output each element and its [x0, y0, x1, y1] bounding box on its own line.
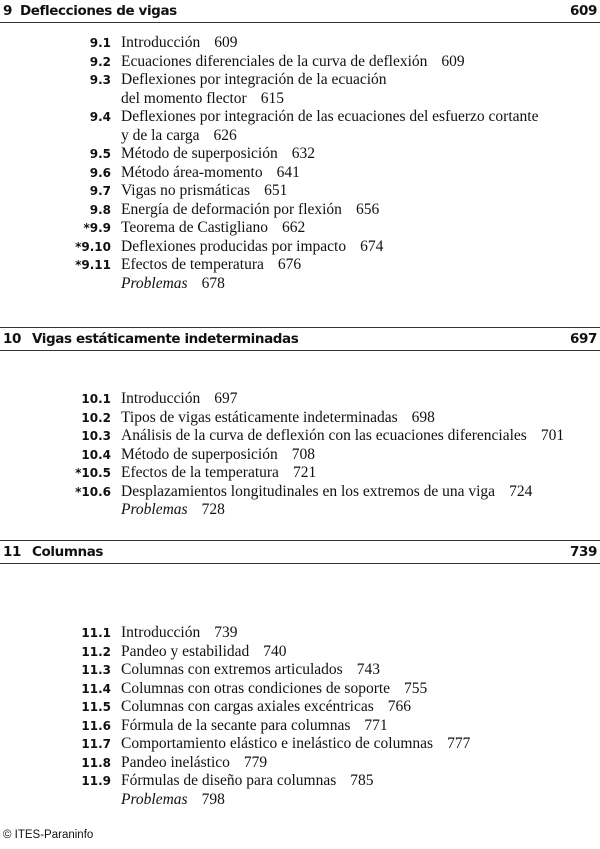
- section-number: 11.6: [81, 718, 111, 733]
- section-number: 10.3: [81, 429, 111, 443]
- section-number: 11.8: [81, 755, 111, 770]
- chapter-page: 697: [570, 331, 597, 347]
- section-title-text: Desplazamientos longitudinales en los extremos de una viga: [121, 482, 496, 500]
- toc-entry: [0, 446, 600, 465]
- section-title: [121, 145, 315, 163]
- section-page: 632: [291, 145, 315, 162]
- section-title: [121, 409, 435, 427]
- chapter-header: [0, 0, 600, 23]
- section-title: [121, 446, 315, 464]
- section-number: *10.5: [75, 466, 111, 480]
- section-page: 766: [387, 698, 412, 715]
- chapter-sections: [0, 624, 600, 809]
- toc-entry: [0, 464, 600, 483]
- section-number: 9.6: [89, 165, 111, 180]
- chapter-number: 10: [3, 331, 21, 347]
- section-title-text: del momento flector: [121, 89, 247, 107]
- chapter-sections: [0, 390, 600, 520]
- section-title: [121, 754, 267, 772]
- section-title-text: y de la carga: [121, 126, 200, 144]
- toc-entry: [0, 256, 600, 275]
- section-page: 743: [356, 661, 380, 678]
- toc-entry: [0, 145, 600, 164]
- toc-entry: [0, 201, 600, 220]
- section-title-text: Introducción: [121, 390, 201, 407]
- section-page: 641: [276, 163, 300, 181]
- section-title: [121, 164, 300, 182]
- toc-entry: [0, 661, 600, 680]
- toc-entry: [0, 71, 600, 90]
- toc-entry: [0, 698, 600, 717]
- chapter-number: 11: [3, 544, 21, 560]
- section-number: *9.11: [75, 258, 111, 272]
- section-title: [121, 427, 564, 445]
- toc-entry: [0, 390, 600, 409]
- section-page: 651: [264, 182, 288, 199]
- section-page: 721: [292, 464, 317, 481]
- section-page: 779: [243, 753, 268, 771]
- toc-entry: [0, 643, 600, 662]
- section-title: [121, 53, 465, 71]
- section-title-text: Columnas con otras condiciones de soporte: [121, 679, 391, 697]
- section-page: 698: [411, 408, 435, 426]
- section-title: [121, 201, 379, 219]
- section-page: 708: [291, 445, 315, 463]
- problems-title: [121, 275, 225, 293]
- section-number: 9.3: [89, 73, 111, 87]
- toc-entry: [0, 90, 600, 109]
- section-title: [121, 238, 383, 256]
- toc-entry: [0, 53, 600, 72]
- toc-entry: [0, 680, 600, 699]
- section-page: 777: [447, 735, 471, 752]
- section-number: 11.2: [81, 644, 111, 659]
- section-title-text: Vigas no prismáticas: [121, 182, 251, 199]
- problems-page: 798: [201, 790, 225, 808]
- section-page: 674: [360, 237, 384, 255]
- section-title-text: Pandeo y estabilidad: [121, 642, 250, 660]
- toc-entry: [0, 772, 600, 791]
- section-title: [121, 182, 287, 200]
- toc-entry: [0, 717, 600, 736]
- section-title-text: Fórmulas de diseño para columnas: [121, 772, 337, 789]
- section-number: 10.2: [81, 410, 111, 425]
- section-title-text: Comportamiento elástico e inelástico de columnas: [121, 735, 434, 752]
- section-number: 9.8: [89, 202, 111, 217]
- section-title: [121, 772, 373, 790]
- chapter-sections: [0, 34, 600, 293]
- problems-entry: [0, 791, 600, 810]
- section-title-text: Deflexiones por integración de la ecuación: [121, 71, 387, 88]
- section-title: [121, 127, 237, 145]
- problems-label: Problemas: [121, 501, 188, 518]
- problems-label: Problemas: [121, 790, 188, 808]
- section-page: 740: [263, 642, 287, 660]
- toc-entry: [0, 409, 600, 428]
- section-number: 9.4: [89, 110, 111, 124]
- section-title: [121, 717, 388, 735]
- section-title-text: Columnas con cargas axiales excéntricas: [121, 698, 374, 715]
- section-number: 10.1: [81, 392, 111, 406]
- section-page: 739: [214, 624, 238, 641]
- section-number: *9.9: [83, 221, 111, 235]
- section-page: 701: [540, 427, 565, 444]
- toc-entry: [0, 754, 600, 773]
- toc-entry: [0, 108, 600, 127]
- section-number: 9.7: [89, 184, 111, 198]
- section-title-text: Introducción: [121, 34, 201, 51]
- section-title: [121, 661, 380, 679]
- section-title-text: Tipos de vigas estáticamente indeterminadas: [121, 408, 398, 426]
- section-title-text: Columnas con extremos articulados: [121, 661, 343, 678]
- section-title: [121, 698, 411, 716]
- section-number: *10.6: [75, 484, 111, 499]
- toc-entry: [0, 238, 600, 257]
- chapter-title: Deflecciones de vigas: [20, 3, 177, 19]
- toc-entry: [0, 34, 600, 53]
- section-number: 9.5: [89, 147, 111, 161]
- toc-entry: [0, 735, 600, 754]
- toc-entry: [0, 483, 600, 502]
- section-number: 11.3: [81, 663, 111, 677]
- section-title-text: Método de superposición: [121, 145, 278, 162]
- section-title: [121, 390, 237, 408]
- section-title: [121, 90, 284, 108]
- section-page: 609: [441, 52, 465, 70]
- chapter-page: 739: [570, 544, 597, 560]
- toc-entry: [0, 219, 600, 238]
- section-title: [121, 71, 387, 89]
- section-number: 11.7: [81, 737, 111, 751]
- toc-entry: [0, 624, 600, 643]
- section-title-text: Efectos de temperatura: [121, 256, 264, 273]
- problems-label: Problemas: [121, 274, 188, 292]
- section-title-text: Deflexiones producidas por impacto: [121, 237, 347, 255]
- section-page: 609: [214, 34, 238, 51]
- chapter-title: Columnas: [32, 544, 104, 560]
- section-number: *9.10: [75, 239, 111, 254]
- chapter-page: 609: [570, 3, 597, 19]
- chapter-header: [0, 327, 600, 351]
- section-title: [121, 680, 427, 698]
- section-title: [121, 34, 237, 52]
- problems-title: [121, 501, 225, 519]
- section-title: [121, 256, 301, 274]
- section-title-text: Análisis de la curva de deflexión con las ecuaciones diferenciales: [121, 427, 527, 444]
- toc-entry: [0, 127, 600, 146]
- section-page: 771: [364, 716, 388, 734]
- problems-title: [121, 791, 225, 809]
- section-page: 724: [509, 482, 533, 500]
- section-title-text: Fórmula de la secante para columnas: [121, 716, 351, 734]
- section-title: [121, 464, 316, 482]
- section-number: 11.1: [81, 626, 111, 640]
- section-title: [121, 219, 305, 237]
- section-title-text: Método de superposición: [121, 445, 278, 463]
- section-title-text: Deflexiones por integración de las ecuaciones del esfuerzo cortante: [121, 108, 539, 125]
- problems-entry: [0, 275, 600, 294]
- section-title: [121, 483, 532, 501]
- section-title-text: Energía de deformación por flexión: [121, 200, 342, 218]
- section-title-text: Efectos de la temperatura: [121, 464, 279, 481]
- section-title: [121, 624, 237, 642]
- section-page: 615: [260, 89, 284, 107]
- section-page: 755: [404, 679, 428, 697]
- copyright-footer: © ITES-Paraninfo: [3, 829, 94, 841]
- section-number: 9.1: [89, 36, 111, 50]
- section-number: 10.4: [81, 447, 111, 462]
- toc-entry: [0, 427, 600, 446]
- problems-page: 728: [201, 501, 225, 518]
- section-page: 785: [350, 772, 374, 789]
- chapter-header: [0, 540, 600, 564]
- section-page: 697: [214, 390, 238, 407]
- section-title-text: Teorema de Castigliano: [121, 219, 268, 236]
- section-page: 662: [281, 219, 306, 236]
- problems-page: 678: [201, 274, 225, 292]
- section-number: 11.4: [81, 681, 111, 696]
- section-page: 656: [355, 200, 380, 218]
- section-title-text: Introducción: [121, 624, 201, 641]
- section-number: 9.2: [89, 54, 111, 69]
- toc-entry: [0, 182, 600, 201]
- section-title-text: Ecuaciones diferenciales de la curva de deflexión: [121, 52, 428, 70]
- section-title: [121, 108, 538, 126]
- section-number: 11.9: [81, 774, 111, 788]
- section-number: 11.5: [81, 700, 111, 714]
- chapter-number: 9: [3, 3, 12, 19]
- toc-entry: [0, 164, 600, 183]
- section-title-text: Pandeo inelástico: [121, 753, 230, 771]
- section-title-text: Método área-momento: [121, 163, 263, 181]
- chapter-title: Vigas estáticamente indeterminadas: [32, 331, 299, 347]
- section-page: 676: [277, 256, 302, 273]
- problems-entry: [0, 501, 600, 520]
- section-page: 626: [213, 126, 237, 144]
- section-title: [121, 735, 470, 753]
- section-title: [121, 643, 287, 661]
